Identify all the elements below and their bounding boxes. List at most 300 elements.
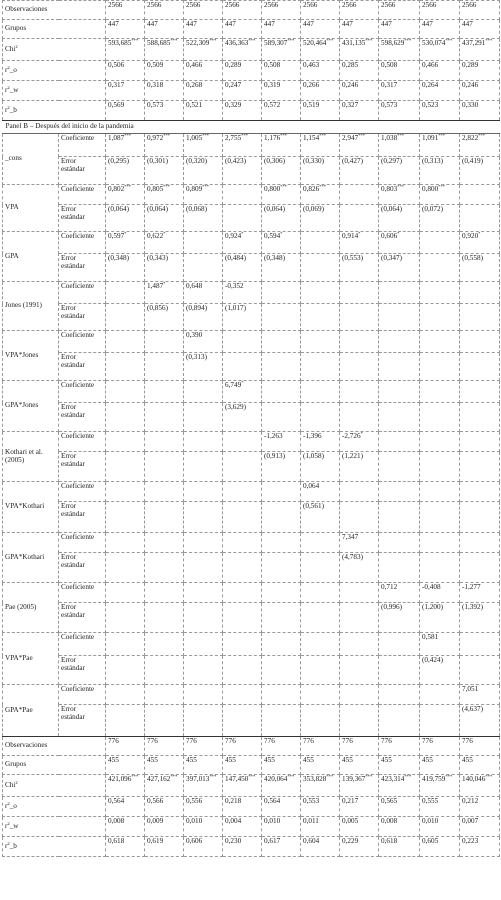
std-error-cell [340,205,379,232]
std-error-cell [340,254,379,282]
value: 0,519 [303,101,320,109]
std-error-cell [460,603,500,633]
value: 0,317 [381,81,398,89]
stat-value [340,39,379,61]
value: -0,352 [225,282,244,290]
coefficient-value [420,482,460,502]
coefficient-value [262,331,301,353]
stat-label [3,20,106,39]
std-error-cell [340,403,379,432]
stat-row [3,737,500,756]
std-error-label-line2: estándar [61,509,85,518]
value: 776 [147,737,158,745]
stat-label-text: r [5,65,8,74]
stat-value [340,61,379,81]
stat-value [460,817,500,837]
std-error-label [59,254,106,282]
std-error-cell [301,254,340,282]
panel-title-row [3,121,500,134]
value: 2,822 [462,134,479,142]
variable-name [3,533,59,583]
value: 2566 [342,1,357,9]
std-error-label [59,403,106,432]
value: 0,218 [225,797,242,805]
value: 423,314 [381,775,405,783]
stat-value [106,20,145,39]
std-error-value: (0,301) [147,157,168,165]
coefficient-row [3,185,500,205]
results-table-page [2,0,499,900]
value: 2566 [422,1,437,9]
significance-stars: *** [209,774,217,779]
value: 0,805 [147,185,164,193]
stat-value [145,81,184,101]
coefficient-label: Coeficiente [59,583,106,603]
coefficient-value [262,583,301,603]
std-error-cell [460,452,500,482]
value: 447 [342,20,353,28]
std-error-cell [106,656,145,685]
coefficient-value [145,533,184,553]
stat-value [420,20,460,39]
stat-label-text: r [5,105,8,114]
value: 522,309 [186,39,210,47]
std-error-cell [301,403,340,432]
value: 0,924 [225,232,242,240]
value: 1,038 [381,134,398,142]
coefficient-label: Coeficiente [59,533,106,553]
variable-name-text: Kothari et al. [5,447,43,456]
stat-value [460,775,500,797]
value: 2,755 [225,134,242,142]
std-error-value: (0,072) [422,205,443,213]
coefficient-value [262,185,301,205]
coefficient-value [184,482,223,502]
std-error-cell [145,502,184,533]
coefficient-value [184,381,223,403]
variable-name-text: _cons [5,154,22,163]
coefficient-value [262,134,301,157]
significance-stars: *** [280,184,288,189]
coefficient-value [106,134,145,157]
significance-stars: *** [397,184,405,189]
significance-stars: *** [170,38,178,43]
coefficient-value [184,331,223,353]
coefficient-value [379,583,420,603]
value: 0,463 [303,61,320,69]
stat-value [184,39,223,61]
coefficient-value [301,331,340,353]
std-error-cell [340,603,379,633]
std-error-cell [379,553,420,583]
coefficient-value [460,185,500,205]
std-error-row [3,656,500,685]
stat-value [106,39,145,61]
stat-value [145,61,184,81]
value: 0,622 [147,232,164,240]
std-error-value: (0,423) [225,157,246,165]
significance-stars: * [163,231,166,236]
std-error-row [3,353,500,381]
coefficient-value [223,583,262,603]
std-error-cell [340,353,379,381]
value: 455 [462,756,473,764]
value: 776 [381,737,392,745]
value: 593,685 [108,39,132,47]
stat-row [3,61,500,81]
coefficient-value [106,685,145,705]
significance-stars: *** [438,133,446,138]
stat-label [3,101,106,121]
std-error-value: (0,856) [147,304,168,312]
variable-name [3,232,59,282]
coefficient-value [340,685,379,705]
std-error-label-line2: estándar [61,261,85,270]
value: 0,508 [264,61,281,69]
std-error-cell [106,553,145,583]
value: 419,759 [422,775,446,783]
std-error-value: (0,297) [381,157,402,165]
value: 0,604 [303,837,320,845]
significance-stars: *** [445,774,453,779]
value: 588,685 [147,39,171,47]
significance-stars: *** [478,133,486,138]
stat-value [340,775,379,797]
std-error-cell [262,705,301,737]
std-error-cell [184,254,223,282]
value: 7,347 [342,533,359,541]
std-error-label [59,502,106,533]
stat-value [379,737,420,756]
stat-value [184,81,223,101]
coefficient-value [223,685,262,705]
coefficient-value [379,633,420,656]
stat-value [106,775,145,797]
std-error-value: (0,419) [462,157,483,165]
coefficient-value [145,633,184,656]
std-error-cell [145,205,184,232]
std-error-cell [301,353,340,381]
value: 0,802 [108,185,125,193]
std-error-cell [106,353,145,381]
stat-value [106,737,145,756]
value: 455 [342,756,353,764]
coefficient-label: Coeficiente [59,331,106,353]
value: 0,466 [186,61,203,69]
variable-name-text: GPA*Pae [5,705,33,714]
stat-row [3,39,500,61]
coefficient-value [340,482,379,502]
std-error-label-line2: estándar [61,560,85,569]
stat-value [460,797,500,817]
value: 455 [108,756,119,764]
std-error-cell [184,603,223,633]
stat-value [379,775,420,797]
value: 2566 [225,1,240,9]
coefficient-value [301,533,340,553]
stat-value [106,817,145,837]
std-error-value: (0,913) [264,452,285,460]
std-error-cell [301,553,340,583]
std-error-cell [262,254,301,282]
value: 1,091 [422,134,439,142]
std-error-cell [223,705,262,737]
coefficient-value [145,432,184,452]
coefficient-label: Coeficiente [59,633,106,656]
value: 0,556 [186,797,203,805]
significance-stars: * [124,231,127,236]
coefficient-value [106,533,145,553]
value: 0,264 [422,81,439,89]
significance-stars: *** [404,774,412,779]
std-error-value: (0,313) [186,353,207,361]
value: 0,011 [303,817,319,825]
stat-value [223,756,262,775]
value: 447 [147,20,158,28]
std-error-cell [301,304,340,331]
stat-label-suffix: _w [9,821,19,830]
significance-stars: *** [404,38,412,43]
value: 0,597 [108,232,125,240]
coefficient-value [460,282,500,304]
value: 0,319 [264,81,281,89]
value: 431,135 [342,39,366,47]
value: 455 [303,756,314,764]
stat-value [301,61,340,81]
value: 0,289 [225,61,242,69]
coefficient-value [184,134,223,157]
stat-value [145,775,184,797]
coefficient-row [3,381,500,403]
value: 447 [381,20,392,28]
stat-value [223,81,262,101]
stat-value [262,61,301,81]
value: 0,007 [462,817,479,825]
stat-value [262,101,301,121]
coefficient-value [223,282,262,304]
stat-value [379,101,420,121]
value: 0,572 [264,101,281,109]
std-error-cell [340,452,379,482]
std-error-cell [223,157,262,185]
variable-name-continued: (2005) [5,455,25,464]
coefficient-label: Coeficiente [59,282,106,304]
value: 455 [225,756,236,764]
stat-value [301,737,340,756]
value: 0,289 [462,61,479,69]
stat-value [340,756,379,775]
std-error-value: (1,017) [225,304,246,312]
std-error-cell [301,157,340,185]
coefficient-value [379,685,420,705]
std-error-value: (0,561) [303,502,324,510]
std-error-cell [420,157,460,185]
value: 0,800 [422,185,439,193]
value: 455 [381,756,392,764]
stat-value [301,797,340,817]
value: -1,263 [264,432,283,440]
coefficient-value [379,533,420,553]
coefficient-value [184,282,223,304]
stat-value [379,756,420,775]
stat-value [106,797,145,817]
stat-value [262,756,301,775]
std-error-value: (0,348) [108,254,129,262]
coefficient-value [301,134,340,157]
std-error-label-line1: Error [61,353,77,361]
value: 0,010 [264,817,281,825]
std-error-cell [223,656,262,685]
std-error-cell [184,403,223,432]
value: 0,010 [422,817,439,825]
stat-label-text: r [5,841,8,850]
variable-name [3,685,59,737]
std-error-cell [106,304,145,331]
value: 0,566 [147,797,164,805]
std-error-label-line2: estándar [61,360,85,369]
std-error-cell [262,452,301,482]
significance-stars: * [241,231,244,236]
panel-title: Panel B – Después del inicio de la pandemia [3,121,500,134]
coefficient-value [262,432,301,452]
std-error-cell [301,502,340,533]
value: 0,004 [225,817,242,825]
std-error-row [3,304,500,331]
std-error-value: (0,343) [147,254,168,262]
value: 0,553 [303,797,320,805]
value: 776 [186,737,197,745]
coefficient-value [340,432,379,452]
coefficient-label: Coeficiente [59,381,106,403]
stat-value [184,817,223,837]
stat-value [184,737,223,756]
stat-value [420,837,460,857]
value: 0,618 [381,837,398,845]
coefficient-row [3,685,500,705]
value: 0,008 [108,817,125,825]
std-error-cell [301,656,340,685]
coefficient-value [420,685,460,705]
stat-label-suffix: _b [9,105,17,114]
value: 447 [303,20,314,28]
std-error-value: (4,783) [342,553,363,561]
std-error-cell [106,403,145,432]
significance-stars: *** [163,133,171,138]
std-error-cell [145,403,184,432]
stat-label-superscript: 2 [7,84,10,90]
std-error-label-line1: Error [61,502,77,510]
value: 0,246 [342,81,359,89]
value: -2,726 [342,432,361,440]
value: 455 [147,756,158,764]
std-error-cell [223,403,262,432]
std-error-cell [262,553,301,583]
coefficient-value [460,381,500,403]
std-error-value: (4,637) [462,705,483,713]
significance-stars: *** [358,133,366,138]
coefficient-value [460,331,500,353]
variable-name-text: Pae (2005) [5,602,37,611]
std-error-value: (0,064) [381,205,402,213]
stat-value [223,39,262,61]
stat-value [340,101,379,121]
significance-stars: *** [124,133,132,138]
value: 0,648 [186,282,203,290]
coefficient-value [340,134,379,157]
std-error-cell [340,157,379,185]
stat-value [145,837,184,857]
value: 2566 [264,1,279,9]
stat-value [223,20,262,39]
std-error-value: (0,894) [186,304,207,312]
significance-stars: * [397,231,400,236]
std-error-cell [301,205,340,232]
coefficient-value [340,583,379,603]
coefficient-value [145,381,184,403]
stat-value [223,1,262,20]
coefficient-value [145,583,184,603]
variable-name-text: GPA*Kothari [5,552,45,561]
stat-label [3,775,106,797]
coefficient-value [379,482,420,502]
significance-stars: *** [131,38,139,43]
value: 0,247 [225,81,242,89]
std-error-cell [145,452,184,482]
stat-value [262,797,301,817]
variable-name [3,185,59,232]
stat-value [301,39,340,61]
coefficient-value [106,232,145,254]
std-error-label-line2: estándar [61,712,85,721]
std-error-cell [340,304,379,331]
variable-name [3,583,59,633]
coefficient-value [106,633,145,656]
value: -1,277 [462,583,481,591]
value: 0,246 [462,81,479,89]
std-error-cell [379,254,420,282]
coefficient-value [420,533,460,553]
value: 0,920 [462,232,479,240]
stat-value [301,101,340,121]
stat-value [106,81,145,101]
value: 598,629 [381,39,405,47]
stat-label-superscript: 2 [7,800,10,806]
stat-label-text: r [5,85,8,94]
coefficient-label: Coeficiente [59,185,106,205]
value: 0,009 [147,817,164,825]
value: 0,329 [225,101,242,109]
std-error-label-line1: Error [61,452,77,460]
coefficient-value [340,533,379,553]
std-error-cell [420,502,460,533]
coefficient-value [340,633,379,656]
coefficient-value [420,633,460,656]
value: 0,317 [108,81,125,89]
std-error-label-line1: Error [61,157,77,165]
value: 437,291 [462,39,486,47]
stat-value [379,81,420,101]
std-error-cell [262,403,301,432]
stat-value [106,837,145,857]
stat-label-text: r [5,801,8,810]
std-error-cell [379,705,420,737]
value: 0,573 [381,101,398,109]
coefficient-value [340,282,379,304]
stat-label-superscript: 2 [7,820,10,826]
std-error-row [3,205,500,232]
std-error-label-line1: Error [61,553,77,561]
stat-value [184,797,223,817]
